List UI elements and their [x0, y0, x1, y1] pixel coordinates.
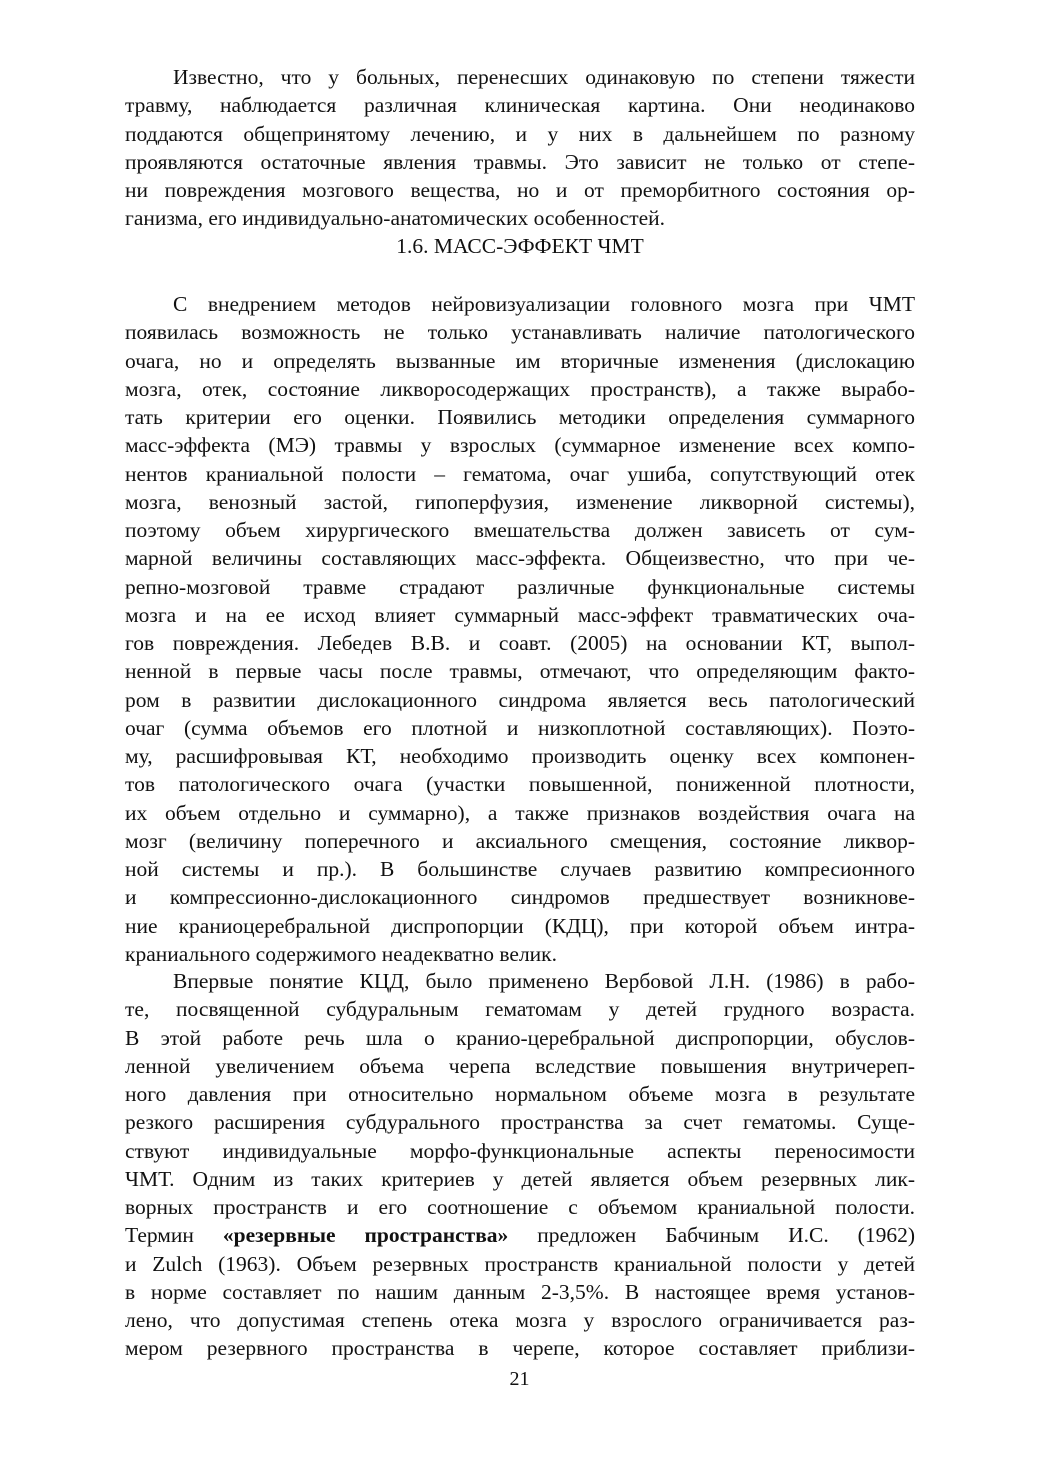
text-line: ного давления при относительно нормальном объеме мозга в результате — [125, 1082, 915, 1106]
text-line: мозга, отек, состояние ликворосодержащих пространств), а также вырабо- — [125, 376, 915, 401]
text-line: мозга, венозный застой, гипоперфузия, изменение ликворной системы), — [125, 489, 915, 514]
text-line: нентов краниальной полости – гематома, очаг ушиба, сопутствующий отек — [125, 461, 915, 486]
text-line: мозга и на ее исход влияет суммарный масс-эффект травматических оча- — [125, 602, 915, 627]
text-line: в норме составляет по нашим данным 2-3,5%. В настоящее время установ- — [125, 1279, 915, 1304]
text-line: очага, но и определять вызванные им вторичные изменения (дислокацию — [125, 348, 915, 373]
paragraph-intro — [125, 63, 915, 233]
text-line: лено, что допустимая степень отека мозга у взрослого ограничивается раз- — [125, 1308, 915, 1332]
text-line: му, расшифровывая КТ, необходимо производить оценку всех компонен- — [125, 744, 915, 768]
text-line: марной величины составляющих масс-эффекта. Общеизвестно, что при че- — [125, 546, 915, 571]
text-line: ной системы и пр.). В большинстве случаев развитию компресионного — [125, 857, 915, 881]
text-line: травму, наблюдается различная клиническая картина. Они неодинаково — [125, 93, 915, 118]
text-line: проявляются остаточные явления травмы. Это зависит не только от степе- — [125, 149, 915, 174]
bold-term: «резервные пространства» — [222, 1223, 509, 1248]
section-heading: 1.6. МАСС-ЭФФЕКТ ЧМТ — [396, 234, 644, 258]
page-number: 21 — [509, 1368, 530, 1390]
text-line: ни повреждения мозгового вещества, но и от преморбитного состояния ор- — [125, 178, 915, 202]
text-fragment: Термин — [125, 1223, 223, 1248]
text-line: и компрессионно-дислокационного синдромов предшествует возникнове- — [125, 885, 915, 910]
text-line: ром в развитии дислокационного синдрома является весь патологический — [125, 687, 915, 712]
text-line: тать критерии его оценки. Появились методики определения суммарного — [125, 405, 915, 429]
text-line: краниального содержимого неадекватно велик. — [125, 941, 557, 966]
text-line: Впервые понятие КЦД, было применено Вербовой Л.Н. (1986) в рабо- — [173, 969, 915, 993]
paragraph-kcd — [125, 967, 915, 1363]
paragraph-mass-effect — [125, 290, 915, 968]
text-line: очаг (сумма объемов его плотной и низкоплотной составляющих). Поэто- — [125, 715, 915, 740]
text-line: ствуют индивидуальные морфо-функциональные аспекты переносимости — [125, 1138, 915, 1163]
text-fragment: предложен Бабчиным И.С. (1962) — [508, 1223, 915, 1248]
text-line: ненной в первые часы после травмы, отмечают, что определяющим факто- — [125, 659, 915, 684]
text-line: В этой работе речь шла о кранио-церебральной диспропорции, обуслов- — [125, 1025, 915, 1050]
text-line: резкого расширения субдурального пространства за счет гематомы. Суще- — [125, 1110, 915, 1135]
text-line: Известно, что у больных, перенесших одинаковую по степени тяжести — [173, 65, 915, 89]
text-line: поддаются общепринятому лечению, и у них в дальнейшем по разному — [125, 121, 915, 146]
text-line: ние краниоцеребральной диспропорции (КДЦ), при которой объем интра- — [125, 913, 915, 938]
text-line: поэтому объем хирургического вмешательства должен зависеть от сум- — [125, 518, 915, 542]
text-line: ворных пространств и его соотношение с объемом краниальной полости. — [125, 1195, 915, 1219]
text-line: гов повреждения. Лебедев В.В. и соавт. (2005) на основании КТ, выпол- — [125, 631, 915, 655]
text-line: С внедрением методов нейровизуализации головного мозга при ЧМТ — [173, 292, 915, 316]
text-line: ЧМТ. Одним из таких критериев у детей является объем резервных лик- — [125, 1166, 915, 1191]
text-line: ленной увеличением объема черепа вследствие повышения внутричереп- — [125, 1053, 915, 1078]
text-line: масс-эффекта (МЭ) травмы у взрослых (суммарное изменение всех компо- — [125, 433, 915, 458]
text-line: те, посвященной субдуральным гематомам у детей грудного возраста. — [125, 997, 915, 1022]
text-line: репно-мозговой травме страдают различные функциональные системы — [125, 574, 915, 599]
text-line: их объем отдельно и суммарно), а также признаков воздействия очага на — [125, 800, 915, 825]
text-line: мером резервного пространства в черепе, которое составляет приблизи- — [125, 1336, 915, 1361]
text-line: ганизма, его индивидуально-анатомических особенностей. — [125, 206, 666, 231]
text-line: и Zulch (1963). Объем резервных пространств краниальной полости у детей — [125, 1251, 915, 1276]
text-line: тов патологического очага (участки повышенной, пониженной плотности, — [125, 772, 915, 797]
text-line: мозг (величину поперечного и аксиального смещения, состояние ликвор- — [125, 828, 915, 853]
text-line-with-bold-term — [125, 1221, 915, 1249]
text-line: появилась возможность не только устанавливать наличие патологического — [125, 320, 915, 345]
